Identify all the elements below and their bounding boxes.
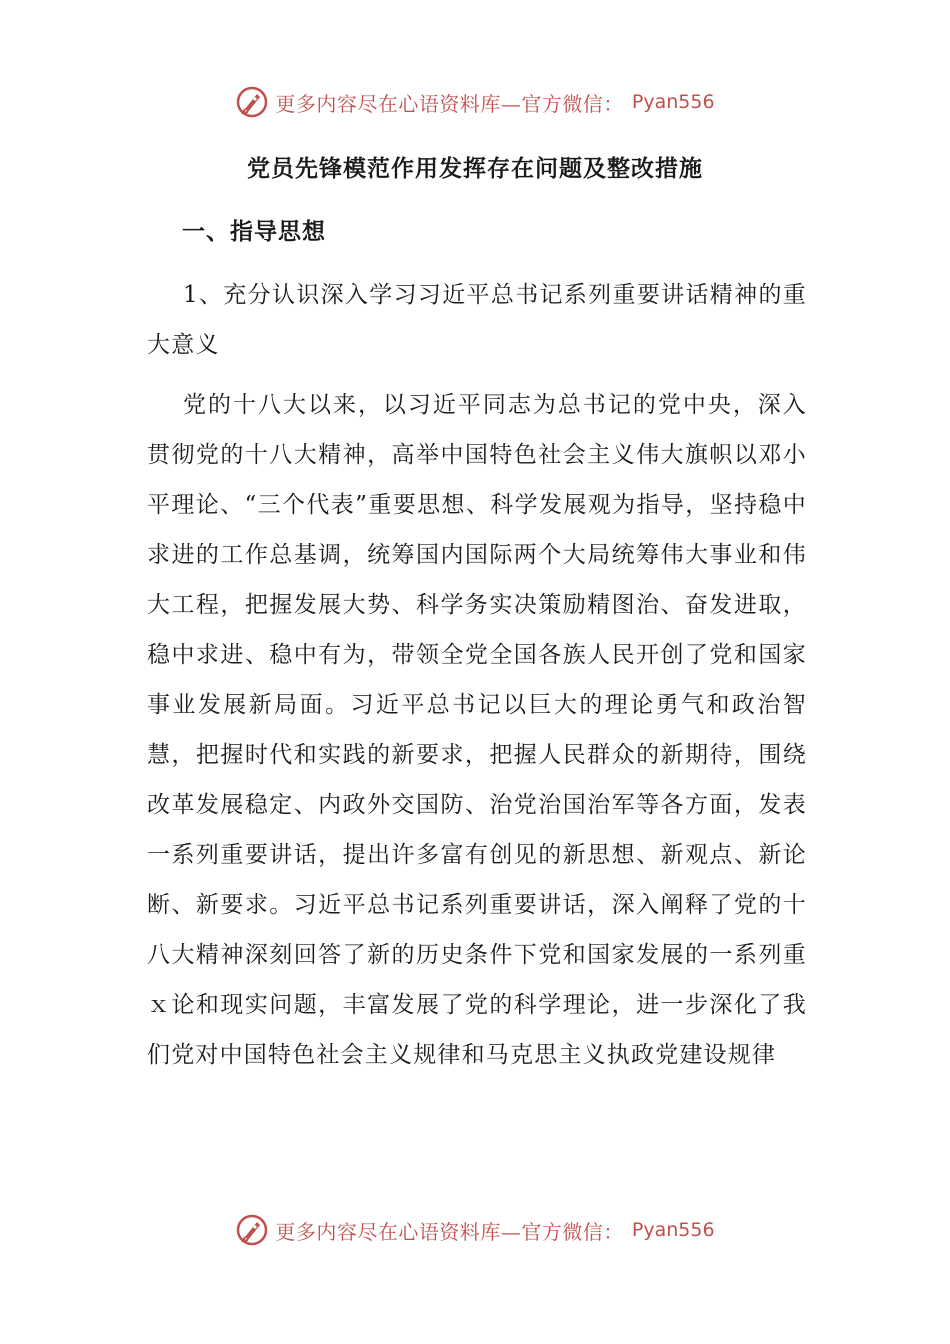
watermark-wechat-id: Pyan556 xyxy=(631,91,715,113)
pen-nib-logo-icon xyxy=(235,1213,269,1247)
header-watermark xyxy=(0,82,950,122)
subsection-heading: 1、充分认识深入学习习近平总书记系列重要讲话精神的重大意义 xyxy=(147,282,807,358)
document-body xyxy=(147,270,807,1090)
document-title: 党员先锋模范作用发挥存在问题及整改措施 xyxy=(247,156,703,182)
watermark-text: 更多内容尽在心语资料库—官方微信： xyxy=(275,91,624,116)
body-paragraph: 党的十八大以来，以习近平同志为总书记的党中央，深入贯彻党的十八大精神，高举中国特色社会主义伟大旗帜以邓小平理论、“三个代表”重要思想、科学发展观为指导，坚持稳中求进的工作总基调，统筹国内国际两个大局统筹伟大事业和伟大工程，把握发展大势、科学务实决策励精图治、奋发进取，稳中求进、稳中有为，带领全党全国各族人民开创了党和国家事业发展新局面。习近平总书记以巨大的理论勇气和政治智慧，把握时代和实践的新要求，把握人民群众的新期待，围绕改革发展稳定、内政外交国防、治党治国治军等各方面，发表一系列重要讲话，提出许多富有创见的新思想、新观点、新论断、新要求。习近平总书记系列重要讲话，深入阐释了党的十八大精神深刻回答了新的历史条件下党和国家发展的一系列重ｘ论和现实问题，丰富发展了党的科学理论，进一步深化了我们党对中国特色社会主义规律和马克思主义执政党建设规律 xyxy=(147,392,807,1068)
section-heading-guiding-ideology: 一、指导思想 xyxy=(182,219,326,245)
watermark-text: 更多内容尽在心语资料库—官方微信： xyxy=(275,1219,624,1244)
watermark-wechat-id: Pyan556 xyxy=(631,1219,715,1241)
footer-watermark xyxy=(0,1210,950,1250)
pen-nib-logo-icon xyxy=(235,85,269,119)
